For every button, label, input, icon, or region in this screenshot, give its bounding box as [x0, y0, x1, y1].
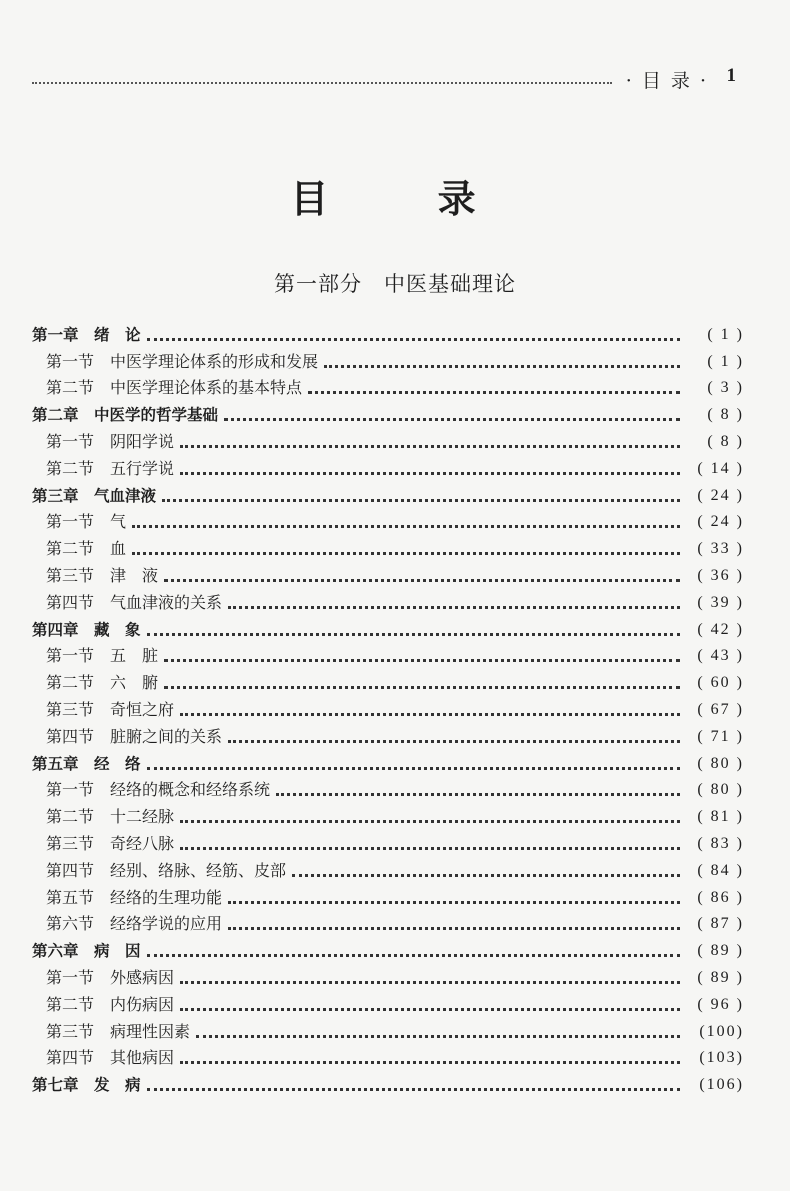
toc-section-entry [32, 827, 744, 854]
toc-chapter-entry [32, 613, 744, 640]
toc-dot-leader [180, 981, 680, 984]
toc-entry-label: 第二节 五行学说 [46, 458, 175, 478]
toc-entry-page: ( 89 ) [697, 942, 744, 960]
toc-entry-page: ( 87 ) [697, 915, 744, 933]
toc-entry-label: 第三节 病理性因素 [46, 1021, 191, 1041]
toc-dot-leader [292, 874, 680, 877]
toc-entry-label: 第六章 病 因 [32, 942, 141, 961]
toc-entry-page: ( 80 ) [697, 754, 744, 772]
toc-dot-leader [132, 552, 680, 555]
header-text: · 目 录 · [625, 70, 708, 92]
toc-entry-label: 第四节 气血津液的关系 [46, 592, 223, 612]
toc-dot-leader [228, 901, 680, 904]
toc-entry-label: 第二节 中医学理论体系的基本特点 [46, 378, 303, 398]
toc-entry-label: 第一节 外感病因 [46, 967, 175, 987]
toc-entry-label: 第三节 奇恒之府 [46, 699, 175, 719]
toc-section-entry [32, 693, 744, 720]
toc-entry-label: 第一节 中医学理论体系的形成和发展 [46, 351, 319, 371]
toc-entry-page: ( 1 ) [707, 325, 744, 343]
toc-section-entry [32, 908, 744, 935]
toc-dot-leader [147, 954, 680, 957]
toc-dot-leader [228, 740, 680, 743]
toc-dot-leader [180, 1008, 680, 1011]
toc-section-entry [32, 425, 744, 452]
toc-entry-label: 第二节 血 [46, 539, 127, 559]
toc-entry-page: ( 84 ) [697, 861, 744, 879]
toc-entry-page: (103) [699, 1049, 744, 1067]
toc-dot-leader [180, 847, 680, 850]
page-title: 目 录 [290, 177, 524, 221]
toc-entry-page: ( 89 ) [697, 968, 744, 986]
toc-entry-label: 第三节 奇经八脉 [46, 833, 175, 853]
toc-dot-leader [180, 445, 680, 448]
toc-entry-page: ( 24 ) [697, 513, 744, 531]
toc-entry-label: 第七章 发 病 [32, 1076, 141, 1095]
toc-entry-label: 第四节 经别、络脉、经筋、皮部 [46, 860, 287, 880]
toc-entry-label: 第二章 中医学的哲学基础 [32, 406, 219, 425]
toc-dot-leader [180, 713, 680, 716]
toc-entry-page: ( 80 ) [697, 781, 744, 799]
toc-section-entry [32, 452, 744, 479]
toc-entry-label: 第二节 内伤病因 [46, 994, 175, 1014]
table-of-contents [32, 318, 744, 1095]
toc-entry-label: 第一章 绪 论 [32, 325, 141, 344]
toc-entry-page: ( 42 ) [697, 620, 744, 638]
toc-entry-label: 第五节 经络的生理功能 [46, 887, 223, 907]
toc-entry-page: ( 36 ) [697, 566, 744, 584]
toc-dot-leader [147, 633, 680, 636]
toc-dot-leader [147, 1088, 680, 1091]
toc-dot-leader [147, 767, 680, 770]
toc-dot-leader [276, 793, 680, 796]
toc-entry-page: ( 39 ) [697, 593, 744, 611]
toc-chapter-entry [32, 1068, 744, 1095]
toc-entry-label: 第四节 脏腑之间的关系 [46, 726, 223, 746]
toc-entry-page: ( 81 ) [697, 808, 744, 826]
toc-dot-leader [196, 1035, 680, 1038]
toc-section-entry [32, 1042, 744, 1069]
toc-dot-leader [308, 391, 680, 394]
toc-section-entry [32, 586, 744, 613]
toc-entry-label: 第六节 经络学说的应用 [46, 914, 223, 934]
toc-entry-page: ( 8 ) [707, 432, 744, 450]
header-page-number: 1 [726, 65, 736, 86]
toc-entry-label: 第一节 气 [46, 512, 127, 532]
toc-section-entry [32, 559, 744, 586]
toc-section-entry [32, 1015, 744, 1042]
toc-section-entry [32, 532, 744, 559]
toc-dot-leader [164, 579, 680, 582]
toc-entry-page: (100) [699, 1022, 744, 1040]
toc-dot-leader [228, 606, 680, 609]
toc-chapter-entry [32, 318, 744, 345]
toc-chapter-entry [32, 747, 744, 774]
toc-chapter-entry [32, 398, 744, 425]
toc-entry-label: 第三节 津 液 [46, 565, 159, 585]
toc-entry-page: ( 24 ) [697, 486, 744, 504]
toc-entry-page: ( 14 ) [697, 459, 744, 477]
toc-entry-page: (106) [699, 1076, 744, 1094]
running-header [32, 60, 742, 90]
toc-entry-label: 第一节 阴阳学说 [46, 431, 175, 451]
toc-dot-leader [164, 659, 680, 662]
toc-dot-leader [180, 1061, 680, 1064]
toc-entry-page: ( 67 ) [697, 700, 744, 718]
part-title: 第一部分 中医基础理论 [274, 272, 516, 296]
toc-section-entry [32, 881, 744, 908]
toc-entry-label: 第四节 其他病因 [46, 1048, 175, 1068]
toc-entry-label: 第五章 经 络 [32, 754, 141, 773]
toc-dot-leader [162, 499, 680, 502]
toc-section-entry [32, 800, 744, 827]
toc-dot-leader [147, 338, 680, 341]
toc-section-entry [32, 988, 744, 1015]
toc-entry-page: ( 71 ) [697, 727, 744, 745]
toc-dot-leader [180, 820, 680, 823]
toc-entry-label: 第四章 藏 象 [32, 620, 141, 639]
toc-entry-label: 第一节 经络的概念和经络系统 [46, 780, 271, 800]
toc-entry-page: ( 43 ) [697, 647, 744, 665]
toc-section-entry [32, 854, 744, 881]
toc-section-entry [32, 506, 744, 533]
toc-section-entry [32, 345, 744, 372]
toc-entry-label: 第一节 五 脏 [46, 646, 159, 666]
toc-entry-page: ( 60 ) [697, 674, 744, 692]
toc-chapter-entry [32, 479, 744, 506]
toc-dot-leader [132, 525, 680, 528]
toc-section-entry [32, 666, 744, 693]
toc-chapter-entry [32, 934, 744, 961]
toc-dot-leader [324, 365, 680, 368]
toc-section-entry [32, 774, 744, 801]
toc-entry-label: 第二节 六 腑 [46, 673, 159, 693]
toc-dot-leader [180, 472, 680, 475]
toc-entry-page: ( 3 ) [707, 379, 744, 397]
toc-entry-page: ( 96 ) [697, 995, 744, 1013]
toc-entry-label: 第二节 十二经脉 [46, 807, 175, 827]
toc-dot-leader [224, 418, 680, 421]
header-dotted-rule [32, 82, 612, 84]
toc-dot-leader [228, 927, 680, 930]
toc-entry-page: ( 83 ) [697, 834, 744, 852]
toc-entry-page: ( 33 ) [697, 540, 744, 558]
toc-section-entry [32, 372, 744, 399]
toc-entry-label: 第三章 气血津液 [32, 486, 157, 505]
toc-section-entry [32, 720, 744, 747]
toc-dot-leader [164, 686, 680, 689]
toc-entry-page: ( 1 ) [707, 352, 744, 370]
toc-section-entry [32, 640, 744, 667]
toc-entry-page: ( 86 ) [697, 888, 744, 906]
toc-section-entry [32, 961, 744, 988]
toc-entry-page: ( 8 ) [707, 406, 744, 424]
